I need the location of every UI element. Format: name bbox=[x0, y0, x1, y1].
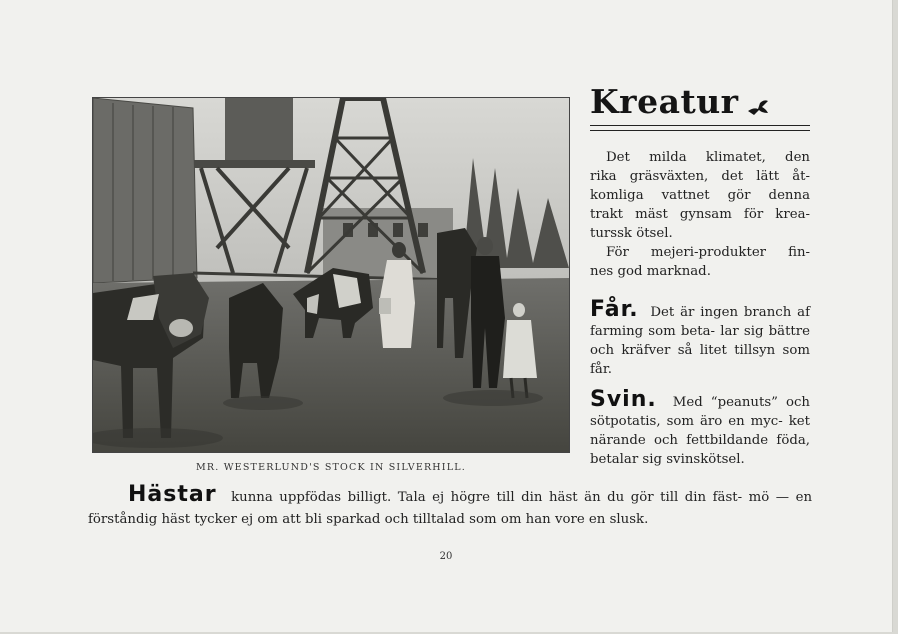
sheep-text: Det är ingen branch af farming som beta- lar sig bättre och kräfver så litet tillsyn som får. bbox=[590, 305, 810, 377]
intro-line: turssk ötsel. bbox=[590, 226, 673, 241]
dairy-line: För mejeri-produkter fin- bbox=[606, 245, 810, 260]
page-number: 20 bbox=[439, 551, 453, 562]
pigs-heading: Svin. bbox=[590, 387, 657, 412]
horses-heading: Hästar bbox=[128, 482, 217, 507]
horses-text: kunna uppfödas billigt. Tala ej högre till din häst än du gör till din fäst- mö — en förståndig häst tycker ej om att bli sparkad och tilltalad som om han vore en slusk. bbox=[88, 490, 813, 527]
intro-line: trakt mäst gynsam för krea- bbox=[590, 207, 810, 222]
intro-line: rika gräsväxten, det lätt åt- bbox=[590, 169, 810, 184]
sheep-paragraph bbox=[590, 297, 810, 379]
horses-paragraph bbox=[88, 484, 812, 531]
livestock-photo bbox=[92, 97, 570, 453]
photo-illustration bbox=[93, 98, 569, 452]
section-title: Kreatur bbox=[590, 82, 739, 121]
intro-line: komliga vattnet gör denna bbox=[590, 188, 810, 203]
flower-ornament-icon bbox=[746, 97, 770, 121]
intro-paragraph bbox=[590, 148, 810, 281]
sheep-heading: Får. bbox=[590, 297, 639, 322]
pigs-paragraph bbox=[590, 387, 810, 469]
photo-caption: MR. WESTERLUND'S STOCK IN SILVERHILL. bbox=[196, 462, 466, 473]
pigs-text: Med “peanuts” och sötpotatis, som äro en myc- ket närande och fettbildande föda, betalar sig svinskötsel. bbox=[590, 395, 810, 467]
heading-rule-bottom bbox=[590, 130, 810, 131]
dairy-line: nes god marknad. bbox=[590, 264, 711, 279]
heading-rule-top bbox=[590, 125, 810, 126]
section-heading bbox=[590, 82, 812, 122]
intro-line: Det milda klimatet, den bbox=[606, 150, 810, 165]
